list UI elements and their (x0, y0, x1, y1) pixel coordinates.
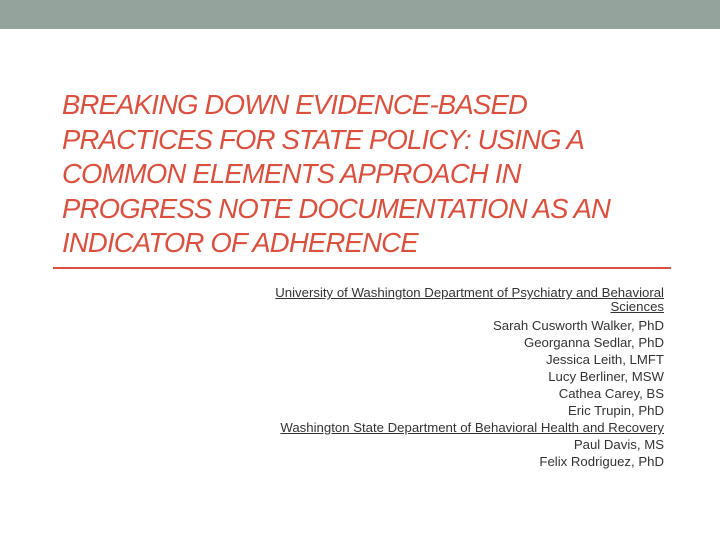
title-line: PRACTICES FOR STATE POLICY: USING A (62, 123, 585, 155)
author-name: Lucy Berliner, MSW (548, 369, 664, 384)
affiliation-dbhr: Washington State Department of Behavioral Health and Recovery (280, 420, 664, 435)
author-name: Georganna Sedlar, PhD (523, 335, 664, 350)
title-line: COMMON ELEMENTS APPROACH IN (62, 158, 521, 189)
title-line: BREAKING DOWN EVIDENCE-BASED (62, 89, 528, 120)
author-name: Eric Trupin, PhD (567, 403, 664, 418)
author-block (200, 286, 664, 470)
slide-title (62, 88, 672, 261)
affiliation-uw: University of Washington Department of Psychiatry and Behavioral Sciences (275, 285, 664, 314)
title-divider (53, 267, 671, 269)
author-name: Paul Davis, MS (573, 437, 664, 452)
title-line: PROGRESS NOTE DOCUMENTATION AS AN (62, 192, 611, 224)
title-line: INDICATOR OF ADHERENCE (62, 227, 418, 258)
author-name: Sarah Cusworth Walker, PhD (492, 318, 664, 333)
author-name: Felix Rodriguez, PhD (539, 454, 664, 469)
top-accent-bar (0, 0, 720, 29)
author-name: Jessica Leith, LMFT (546, 352, 664, 367)
author-name: Cathea Carey, BS (558, 386, 664, 401)
